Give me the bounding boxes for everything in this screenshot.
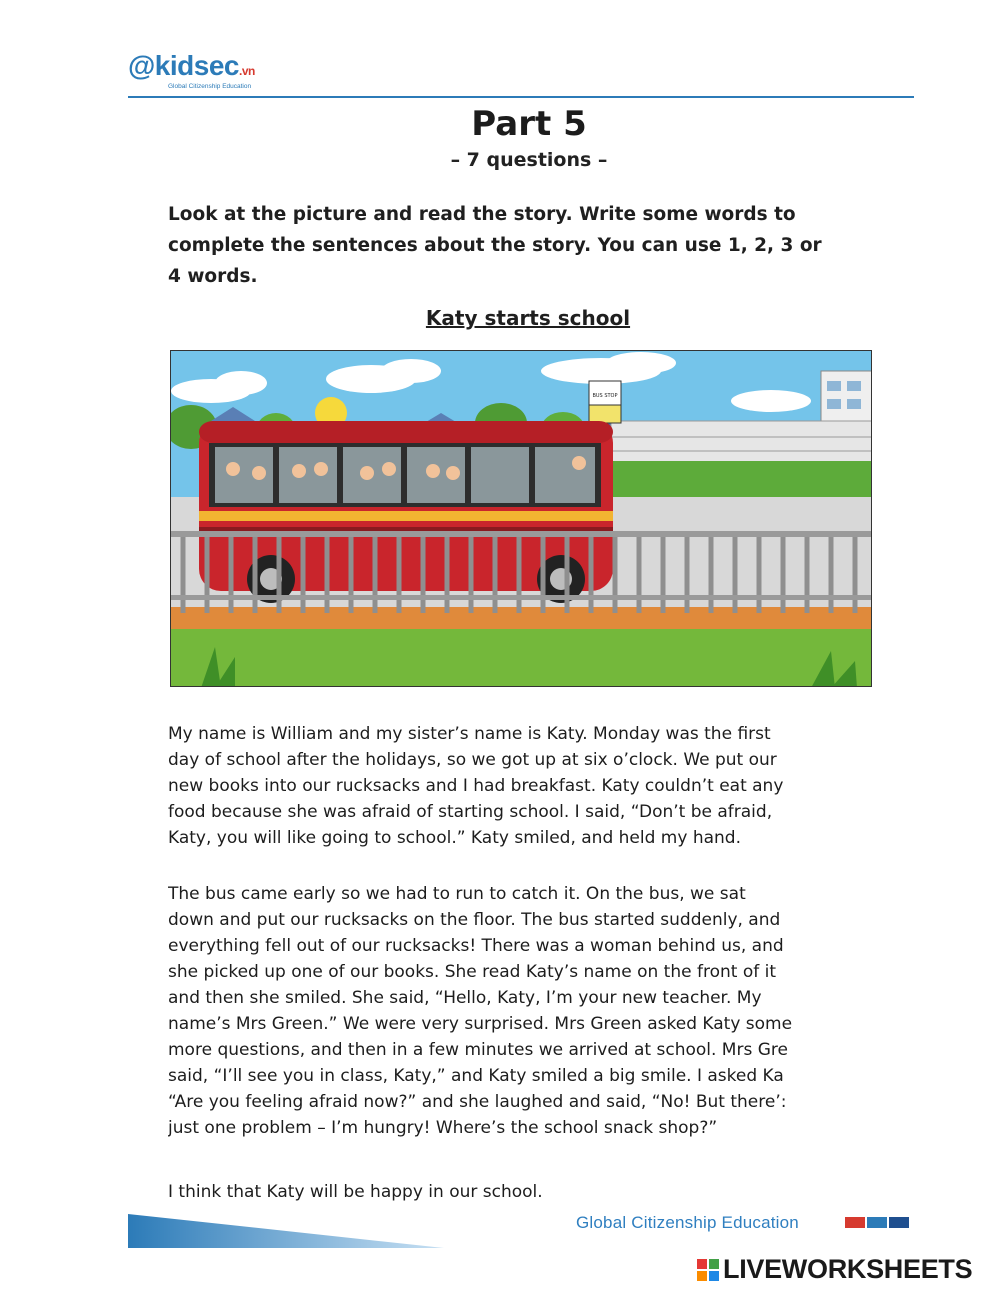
instructions-line: complete the sentences about the story. You can use 1, 2, 3 or — [168, 235, 822, 256]
instructions-line: Look at the picture and read the story. Write some words to — [168, 204, 796, 225]
story-line: new books into our rucksacks and I had breakfast. Katy couldn’t eat any — [168, 776, 784, 796]
logo-main-text: @kidsec — [128, 50, 239, 81]
story-paragraph-2 — [168, 881, 873, 1141]
story-illustration — [170, 350, 872, 687]
story-paragraph-1 — [168, 721, 873, 851]
page-subtitle: – 7 questions – — [450, 149, 608, 171]
story-title: Katy starts school — [425, 306, 631, 330]
story-line: said, “I’ll see you in class, Katy,” and Katy smiled a big smile. I asked Ka — [168, 1066, 784, 1086]
liveworksheets-text: LIVEWORKSHEETS — [723, 1254, 973, 1284]
story-line: name’s Mrs Green.” We were very surprised. Mrs Green asked Katy some — [168, 1014, 793, 1034]
footer-text: Global Citizenship Education — [576, 1213, 799, 1232]
story-line: and then she smiled. She said, “Hello, Katy, I’m your new teacher. My — [168, 988, 762, 1008]
hedge — [611, 461, 872, 497]
story-line: I think that Katy will be happy in our school. — [168, 1182, 543, 1202]
story-line: food because she was afraid of starting school. I said, “Don’t be afraid, — [168, 802, 773, 822]
story-line: everything fell out of our rucksacks! There was a woman behind us, and — [168, 936, 784, 956]
footer-bar-blue — [867, 1217, 887, 1228]
liveworksheets-watermark — [697, 1254, 972, 1285]
footer-wedge — [128, 1214, 448, 1250]
story-line: she picked up one of our books. She read Katy’s name on the front of it — [168, 962, 777, 982]
instructions — [168, 199, 858, 292]
story-line: My name is William and my sister’s name is Katy. Monday was the first — [168, 724, 771, 744]
logo-suffix: .vn — [238, 64, 255, 78]
footer-bar-navy — [889, 1217, 909, 1228]
story-line: just one problem – I’m hungry! Where’s the school snack shop?” — [168, 1118, 718, 1138]
page-title: Part 5 — [471, 104, 587, 144]
story-line: “Are you feeling afraid now?” and she laughed and said, “No! But there’: — [168, 1092, 787, 1112]
story-paragraph-3 — [168, 1179, 873, 1205]
red-bus — [199, 421, 613, 603]
footer-bar-red — [845, 1217, 865, 1228]
story-line: Katy, you will like going to school.” Katy smiled, and held my hand. — [168, 828, 741, 848]
logo-tagline: Global Citizenship Education — [168, 83, 252, 90]
story-line: day of school after the holidays, so we got up at six o’clock. We put our — [168, 750, 777, 770]
header-divider — [128, 96, 914, 98]
instructions-line: 4 words. — [168, 266, 258, 287]
footer-color-bars — [845, 1217, 909, 1228]
kidsec-logo — [128, 50, 288, 94]
bus-scene-image — [171, 351, 872, 687]
bus-stop-label: BUS STOP — [592, 393, 618, 399]
story-line: The bus came early so we had to run to catch it. On the bus, we sat — [168, 884, 746, 904]
grass — [171, 629, 872, 687]
story-line: down and put our rucksacks on the floor. The bus started suddenly, and — [168, 910, 781, 930]
liveworksheets-logo-icon — [697, 1259, 719, 1281]
story-line: more questions, and then in a few minutes we arrived at school. Mrs Gre — [168, 1040, 788, 1060]
